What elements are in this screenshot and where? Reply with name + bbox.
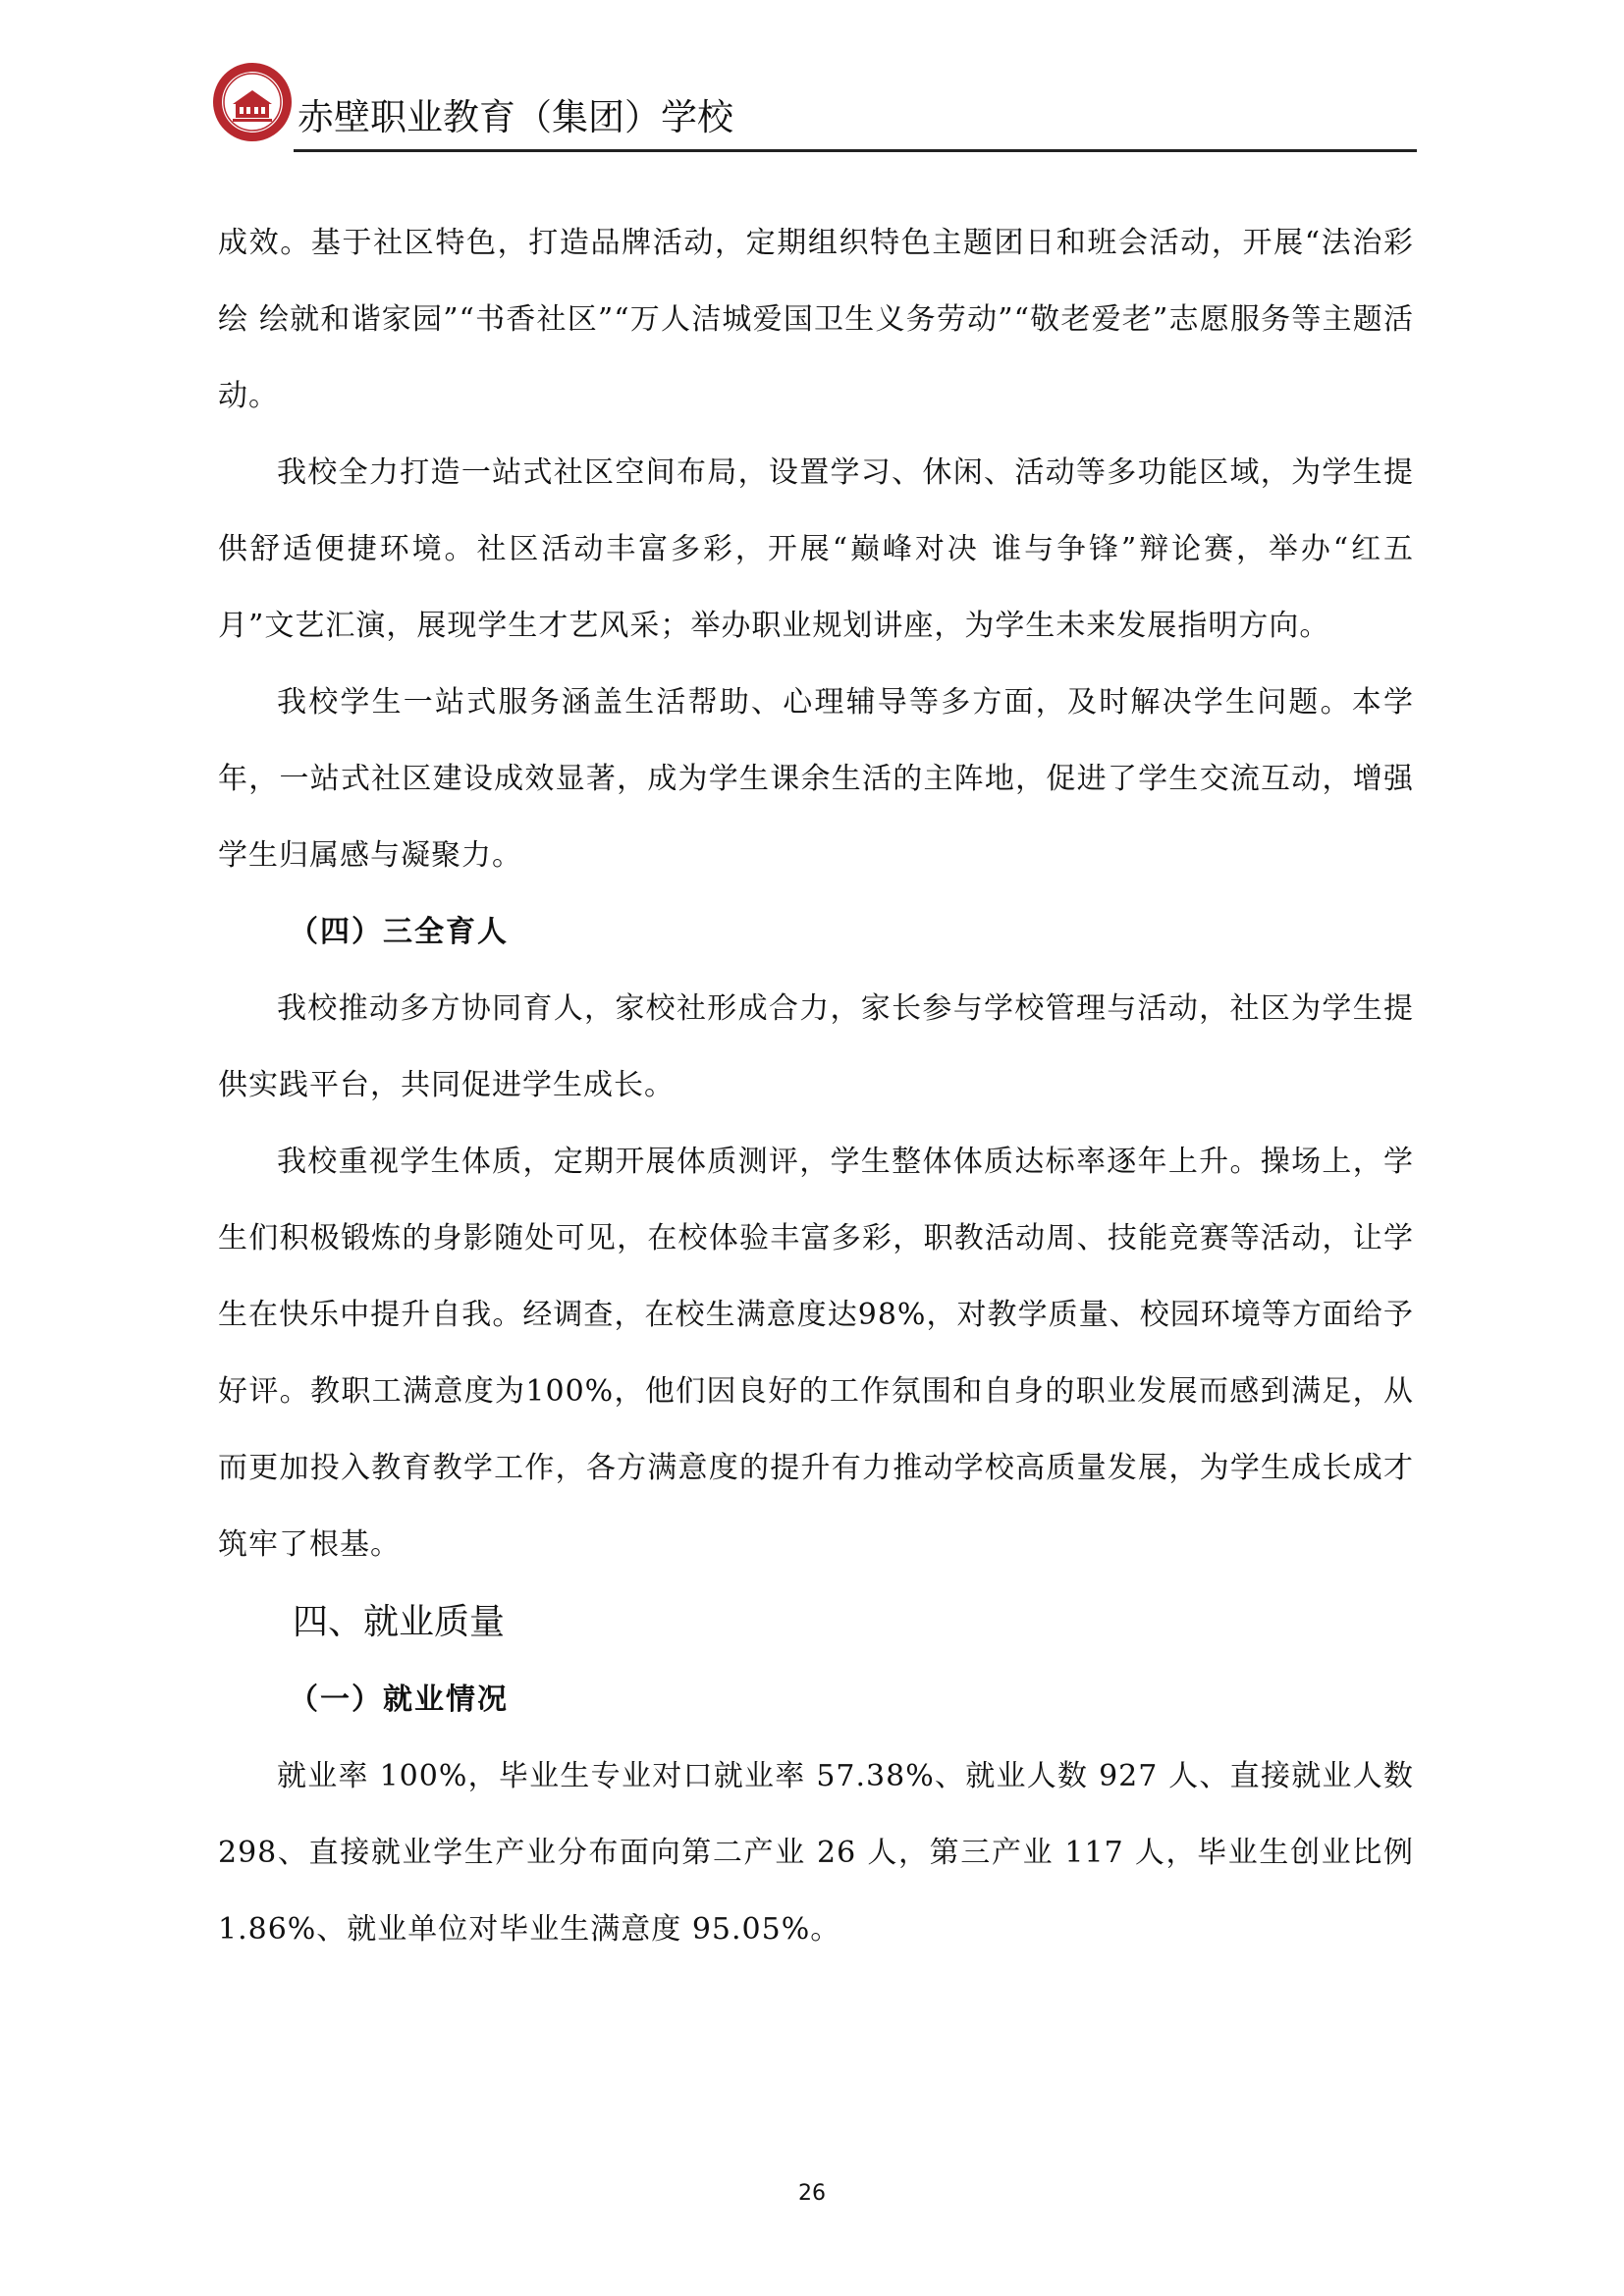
paragraph-1: 成效。基于社区特色，打造品牌活动，定期组织特色主题团日和班会活动，开展“法治彩绘 绘就和谐家园”“书香社区”“万人洁城爱国卫生义务劳动”“敬老爱老”志愿服务等主题活动。 bbox=[218, 226, 1414, 413]
subheading-san-quan-yu-ren: （四）三全育人 bbox=[289, 915, 509, 949]
paragraph-6: 就业率 100%，毕业生专业对口就业率 57.38%、就业人数 927 人、直接就业人数 298、直接就业学生产业分布面向第二产业 26 人，第三产业 117 人，毕业生创业比例 1.86%、就业单位对毕业生满意度 95.05%。 bbox=[218, 1759, 1414, 1947]
document-body bbox=[218, 205, 1414, 1968]
page-number: 26 bbox=[798, 2181, 826, 2206]
header-divider bbox=[294, 149, 1417, 152]
paragraph-3: 我校学生一站式服务涵盖生活帮助、心理辅导等多方面，及时解决学生问题。本学年，一站式社区建设成效显著，成为学生课余生活的主阵地，促进了学生交流互动，增强学生归属感与凝聚力。 bbox=[218, 685, 1414, 873]
paragraph-2: 我校全力打造一站式社区空间布局，设置学习、休闲、活动等多功能区域，为学生提供舒适便捷环境。社区活动丰富多彩，开展“巅峰对决 谁与争锋”辩论赛，举办“红五月”文艺汇演，展现学生才艺风采；举办职业规划讲座，为学生未来发展指明方向。 bbox=[218, 455, 1414, 643]
section-heading-employment-quality: 四、就业质量 bbox=[293, 1602, 506, 1642]
page-header bbox=[211, 61, 1417, 151]
subheading-employment-status: （一）就业情况 bbox=[289, 1682, 509, 1717]
paragraph-4: 我校推动多方协同育人，家校社形成合力，家长参与学校管理与活动，社区为学生提供实践平台，共同促进学生成长。 bbox=[218, 991, 1414, 1102]
school-seal-logo bbox=[211, 61, 294, 143]
paragraph-5: 我校重视学生体质，定期开展体质测评，学生整体体质达标率逐年上升。操场上，学生们积极锻炼的身影随处可见，在校体验丰富多彩，职教活动周、技能竞赛等活动，让学生在快乐中提升自我。经调查，在校生满意度达98%，对教学质量、校园环境等方面给予好评。教职工满意度为100%，他们因良好的工作氛围和自身的职业发展而感到满足，从而更加投入教育教学工作，各方满意度的提升有力推动学校高质量发展，为学生成长成才筑牢了根基。 bbox=[218, 1145, 1414, 1562]
school-name: 赤壁职业教育（集团）学校 bbox=[298, 96, 733, 138]
